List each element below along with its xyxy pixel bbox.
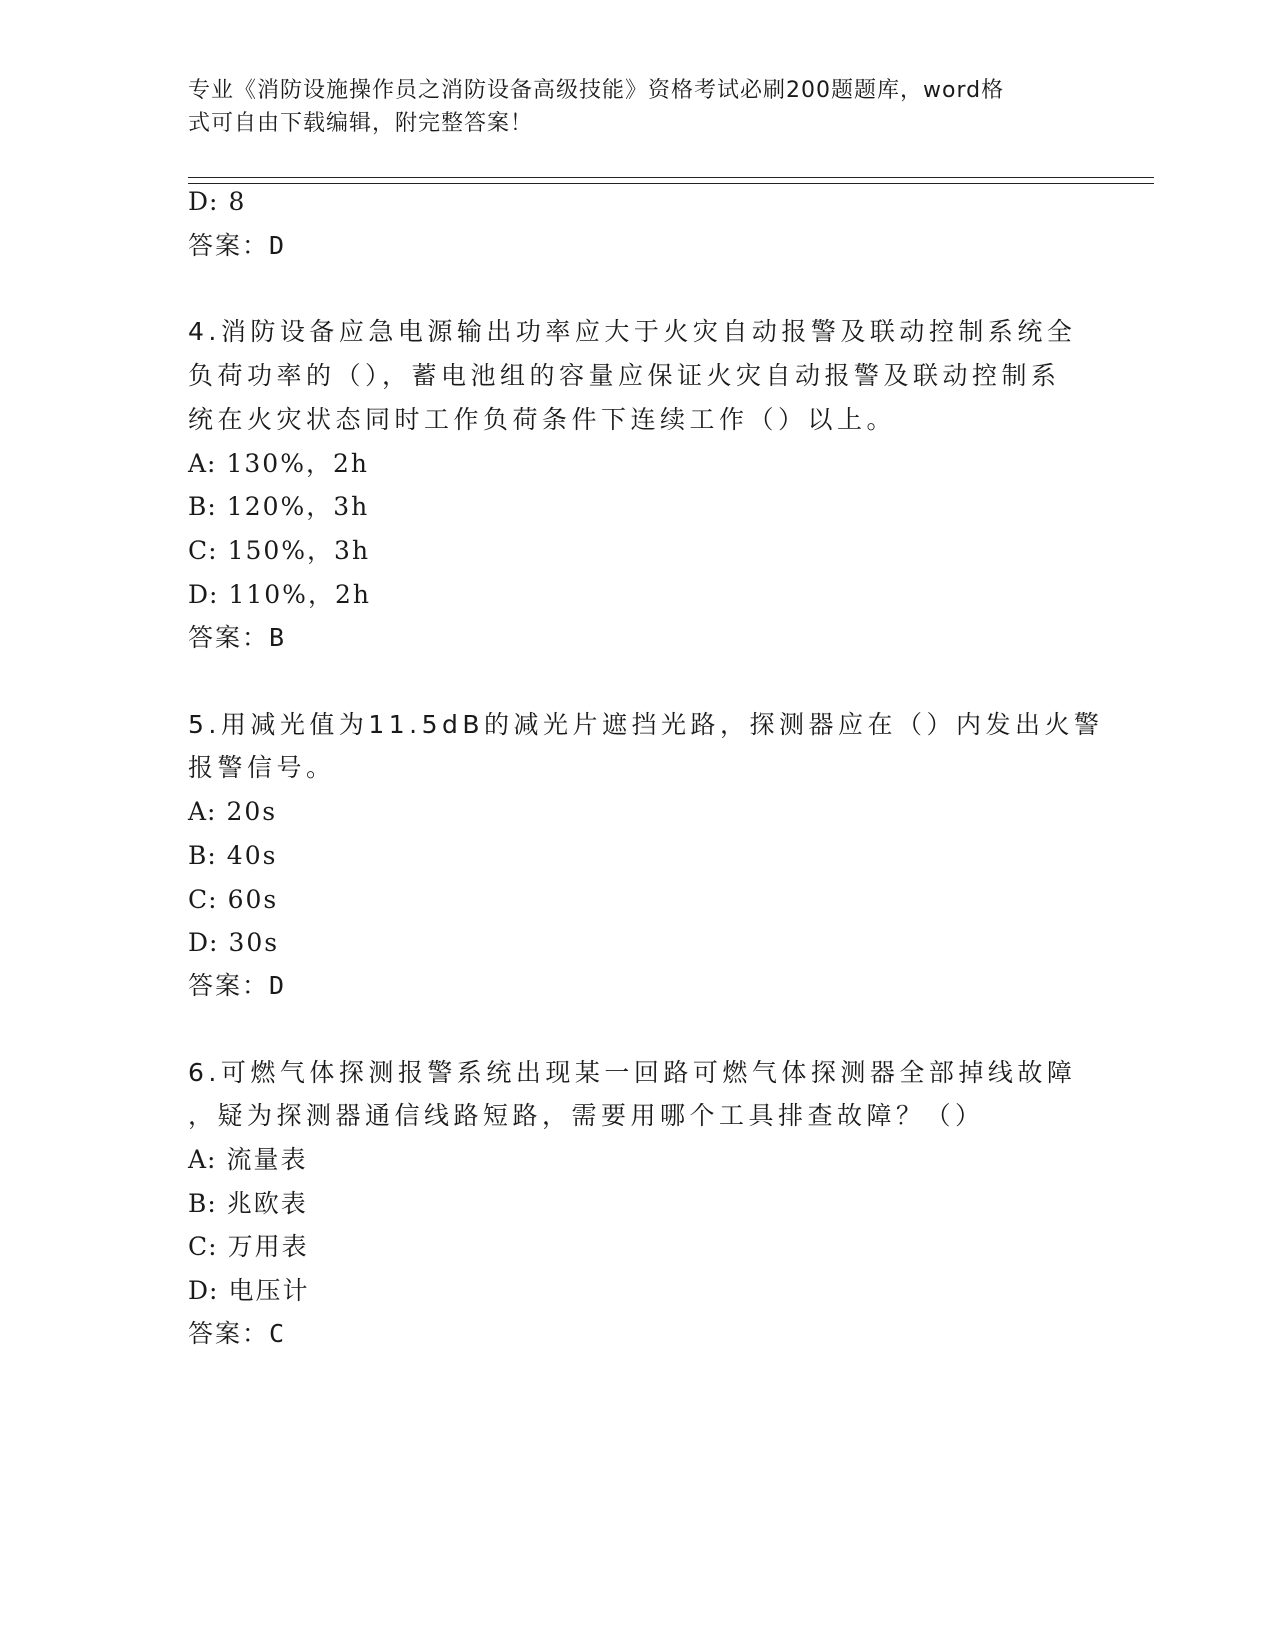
- option-b: [188, 1188, 308, 1220]
- option-label: D:: [188, 187, 219, 216]
- option-label: C:: [188, 1232, 218, 1261]
- answer-value: D: [269, 231, 287, 260]
- option-a: [188, 448, 369, 480]
- answer-value: B: [269, 623, 287, 652]
- answer-label: 答案：: [188, 1319, 270, 1348]
- answer-line: [188, 1318, 286, 1350]
- answer-label: 答案：: [188, 231, 270, 260]
- question-6-text: 6.可燃气体探测报警系统出现某一回路可燃气体探测器全部掉线故障: [188, 1058, 1077, 1087]
- option-label: A:: [188, 1145, 217, 1174]
- option-label: B:: [188, 1189, 217, 1218]
- option-c: [188, 884, 278, 916]
- header-line-1: 专业《消防设施操作员之消防设备高级技能》资格考试必刷200题题库，word格: [188, 78, 1005, 103]
- option-value: 电压计: [228, 1276, 310, 1305]
- answer-label: 答案：: [188, 971, 270, 1000]
- option-d: [188, 927, 279, 959]
- option-value: 120%，3h: [226, 492, 370, 521]
- question-5-text: 5.用减光值为11.5dB的减光片遮挡光路，探测器应在（）内发出火警: [188, 710, 1104, 739]
- option-c: [188, 535, 370, 567]
- option-value: 兆欧表: [226, 1189, 308, 1218]
- header-line-2: 式可自由下载编辑，附完整答案！: [188, 111, 534, 136]
- option-value: 60s: [227, 885, 279, 914]
- option-value: 8: [228, 187, 247, 216]
- option-label: A:: [188, 449, 217, 478]
- answer-line: [188, 230, 286, 262]
- document-header: [188, 74, 1068, 140]
- option-d: [188, 579, 371, 611]
- question-4-text: 负荷功率的（），蓄电池组的容量应保证火灾自动报警及联动控制系: [188, 361, 1061, 390]
- answer-line: [188, 622, 286, 654]
- answer-line: [188, 970, 286, 1002]
- option-d: [188, 1275, 309, 1307]
- option-value: 30s: [228, 928, 280, 957]
- question-6-text: ，疑为探测器通信线路短路，需要用哪个工具排查故障？（）: [188, 1101, 985, 1130]
- option-value: 40s: [226, 841, 278, 870]
- option-value: 130%，2h: [226, 449, 369, 478]
- option-b: [188, 840, 277, 872]
- option-value: 20s: [226, 797, 278, 826]
- question-4-text: 4.消防设备应急电源输出功率应大于火灾自动报警及联动控制系统全: [188, 317, 1077, 346]
- option-label: C:: [188, 885, 218, 914]
- header-divider: [188, 177, 1154, 178]
- question-4-text: 统在火灾状态同时工作负荷条件下连续工作（）以上。: [188, 405, 897, 434]
- option-a: [188, 1144, 308, 1176]
- option-value: 150%，3h: [227, 536, 371, 565]
- answer-value: C: [269, 1319, 287, 1348]
- option-label: D:: [188, 928, 219, 957]
- question-5-text: 报警信号。: [188, 753, 336, 782]
- option-value: 流量表: [226, 1145, 308, 1174]
- option-label: D:: [188, 1276, 219, 1305]
- option-label: C:: [188, 536, 218, 565]
- answer-value: D: [269, 971, 287, 1000]
- option-label: D:: [188, 580, 219, 609]
- header-divider: [188, 183, 1154, 184]
- option-label: B:: [188, 841, 217, 870]
- option-label: B:: [188, 492, 217, 521]
- option-value: 110%，2h: [228, 580, 371, 609]
- option-a: [188, 796, 277, 828]
- option-value: 万用表: [227, 1232, 309, 1261]
- option-b: [188, 491, 369, 523]
- answer-label: 答案：: [188, 623, 270, 652]
- option-d: [188, 186, 246, 218]
- option-label: A:: [188, 797, 217, 826]
- option-c: [188, 1231, 309, 1263]
